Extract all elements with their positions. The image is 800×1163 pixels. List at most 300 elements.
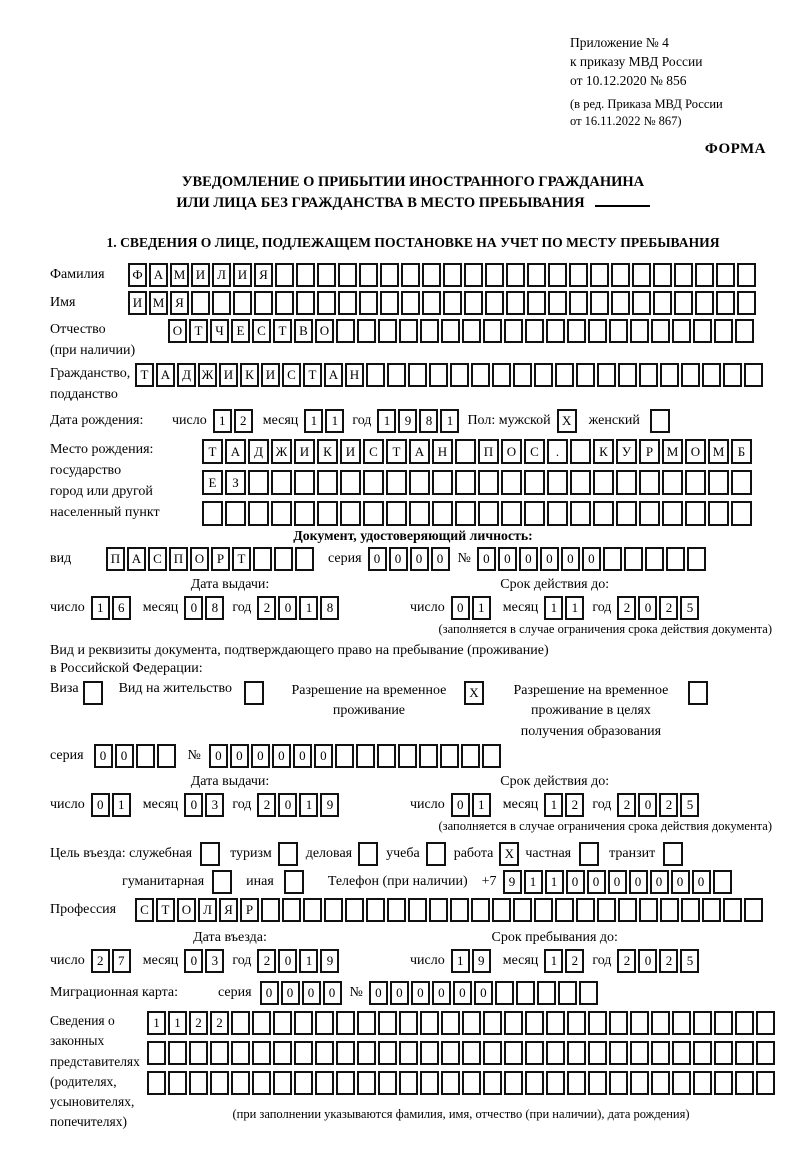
- char-box[interactable]: [611, 291, 630, 315]
- char-box[interactable]: [210, 1041, 229, 1065]
- char-box[interactable]: [399, 319, 418, 343]
- char-box[interactable]: 1: [325, 409, 344, 433]
- char-box[interactable]: [335, 744, 354, 768]
- char-box[interactable]: [639, 501, 660, 526]
- char-box[interactable]: 9: [320, 949, 339, 973]
- char-box[interactable]: [662, 470, 683, 495]
- char-box[interactable]: 0: [692, 870, 711, 894]
- surname-boxes[interactable]: [128, 263, 756, 287]
- char-box[interactable]: [588, 1011, 607, 1035]
- char-box[interactable]: Е: [231, 319, 250, 343]
- char-box[interactable]: [157, 744, 176, 768]
- char-box[interactable]: [685, 501, 706, 526]
- char-box[interactable]: Б: [731, 439, 752, 464]
- char-box[interactable]: [419, 744, 438, 768]
- char-box[interactable]: Р: [211, 547, 230, 571]
- char-box[interactable]: [399, 1011, 418, 1035]
- char-box[interactable]: [271, 501, 292, 526]
- char-box[interactable]: 1: [545, 870, 564, 894]
- char-box[interactable]: [588, 1071, 607, 1095]
- char-box[interactable]: 8: [205, 596, 224, 620]
- char-box[interactable]: Я: [219, 898, 238, 922]
- char-box[interactable]: [570, 470, 591, 495]
- char-box[interactable]: [462, 1071, 481, 1095]
- profession-boxes[interactable]: [135, 898, 763, 922]
- char-box[interactable]: [455, 439, 476, 464]
- char-box[interactable]: [357, 1011, 376, 1035]
- char-box[interactable]: [534, 363, 553, 387]
- char-box[interactable]: [546, 319, 565, 343]
- char-box[interactable]: [513, 898, 532, 922]
- mig-series-boxes[interactable]: [260, 981, 342, 1005]
- char-box[interactable]: [450, 898, 469, 922]
- char-box[interactable]: 0: [451, 596, 470, 620]
- id-valid-day-boxes[interactable]: [451, 596, 491, 620]
- char-box[interactable]: 0: [389, 547, 408, 571]
- char-box[interactable]: [380, 291, 399, 315]
- char-box[interactable]: [252, 1011, 271, 1035]
- char-box[interactable]: [441, 319, 460, 343]
- char-box[interactable]: 1: [147, 1011, 166, 1035]
- char-box[interactable]: 1: [304, 409, 323, 433]
- stay-month-boxes[interactable]: [544, 949, 584, 973]
- char-box[interactable]: [189, 1041, 208, 1065]
- char-box[interactable]: И: [128, 291, 147, 315]
- char-box[interactable]: [248, 470, 269, 495]
- char-box[interactable]: [254, 291, 273, 315]
- char-box[interactable]: [296, 263, 315, 287]
- char-box[interactable]: [147, 1071, 166, 1095]
- char-box[interactable]: [590, 291, 609, 315]
- temp-permit-checkbox[interactable]: X: [464, 681, 484, 705]
- char-box[interactable]: 0: [638, 596, 657, 620]
- char-box[interactable]: М: [170, 263, 189, 287]
- char-box[interactable]: 9: [320, 793, 339, 817]
- char-box[interactable]: 2: [659, 949, 678, 973]
- char-box[interactable]: [317, 470, 338, 495]
- char-box[interactable]: [136, 744, 155, 768]
- char-box[interactable]: В: [294, 319, 313, 343]
- birthplace-row1-boxes[interactable]: [202, 439, 752, 464]
- char-box[interactable]: [593, 501, 614, 526]
- char-box[interactable]: [735, 1071, 754, 1095]
- char-box[interactable]: 1: [299, 949, 318, 973]
- char-box[interactable]: 0: [184, 793, 203, 817]
- char-box[interactable]: 6: [112, 596, 131, 620]
- char-box[interactable]: [527, 291, 546, 315]
- char-box[interactable]: [366, 363, 385, 387]
- char-box[interactable]: [315, 1041, 334, 1065]
- char-box[interactable]: 2: [257, 596, 276, 620]
- char-box[interactable]: [504, 1071, 523, 1095]
- char-box[interactable]: 0: [608, 870, 627, 894]
- char-box[interactable]: 0: [629, 870, 648, 894]
- char-box[interactable]: [409, 470, 430, 495]
- char-box[interactable]: [609, 1071, 628, 1095]
- char-box[interactable]: [597, 898, 616, 922]
- stay-year-boxes[interactable]: [617, 949, 699, 973]
- char-box[interactable]: [336, 1011, 355, 1035]
- char-box[interactable]: [651, 1041, 670, 1065]
- char-box[interactable]: [651, 1071, 670, 1095]
- char-box[interactable]: [441, 1041, 460, 1065]
- char-box[interactable]: 1: [112, 793, 131, 817]
- char-box[interactable]: М: [149, 291, 168, 315]
- char-box[interactable]: [555, 898, 574, 922]
- char-box[interactable]: [579, 981, 598, 1005]
- char-box[interactable]: М: [662, 439, 683, 464]
- char-box[interactable]: 3: [205, 793, 224, 817]
- char-box[interactable]: [731, 501, 752, 526]
- char-box[interactable]: [547, 470, 568, 495]
- char-box[interactable]: [632, 263, 651, 287]
- char-box[interactable]: А: [127, 547, 146, 571]
- char-box[interactable]: С: [135, 898, 154, 922]
- doc-series-boxes[interactable]: [368, 547, 450, 571]
- char-box[interactable]: [624, 547, 643, 571]
- char-box[interactable]: 0: [671, 870, 690, 894]
- char-box[interactable]: [455, 470, 476, 495]
- char-box[interactable]: 5: [680, 949, 699, 973]
- char-box[interactable]: Е: [202, 470, 223, 495]
- char-box[interactable]: Т: [386, 439, 407, 464]
- char-box[interactable]: [294, 1041, 313, 1065]
- char-box[interactable]: [191, 291, 210, 315]
- char-box[interactable]: О: [190, 547, 209, 571]
- char-box[interactable]: [483, 1041, 502, 1065]
- char-box[interactable]: 1: [91, 596, 110, 620]
- char-box[interactable]: [590, 263, 609, 287]
- char-box[interactable]: 2: [257, 949, 276, 973]
- legal-rep-row2-boxes[interactable]: [147, 1041, 775, 1065]
- char-box[interactable]: [440, 744, 459, 768]
- char-box[interactable]: [363, 470, 384, 495]
- char-box[interactable]: [461, 744, 480, 768]
- res-issue-day-boxes[interactable]: [91, 793, 131, 817]
- char-box[interactable]: 0: [474, 981, 493, 1005]
- char-box[interactable]: 2: [565, 793, 584, 817]
- char-box[interactable]: 0: [272, 744, 291, 768]
- char-box[interactable]: 0: [650, 870, 669, 894]
- purpose-ucheba-checkbox[interactable]: [426, 842, 446, 866]
- char-box[interactable]: [630, 1041, 649, 1065]
- char-box[interactable]: [737, 291, 756, 315]
- char-box[interactable]: 0: [314, 744, 333, 768]
- char-box[interactable]: 0: [278, 949, 297, 973]
- char-box[interactable]: [478, 470, 499, 495]
- char-box[interactable]: Т: [156, 898, 175, 922]
- char-box[interactable]: [576, 363, 595, 387]
- char-box[interactable]: А: [156, 363, 175, 387]
- char-box[interactable]: [471, 363, 490, 387]
- char-box[interactable]: [336, 319, 355, 343]
- char-box[interactable]: С: [148, 547, 167, 571]
- char-box[interactable]: 2: [659, 596, 678, 620]
- char-box[interactable]: [570, 501, 591, 526]
- char-box[interactable]: Я: [254, 263, 273, 287]
- char-box[interactable]: [408, 363, 427, 387]
- char-box[interactable]: [189, 1071, 208, 1095]
- phone-boxes[interactable]: [503, 870, 732, 894]
- char-box[interactable]: [340, 501, 361, 526]
- char-box[interactable]: [357, 1041, 376, 1065]
- char-box[interactable]: [231, 1011, 250, 1035]
- char-box[interactable]: [735, 1011, 754, 1035]
- char-box[interactable]: [616, 470, 637, 495]
- char-box[interactable]: [693, 1071, 712, 1095]
- char-box[interactable]: [432, 470, 453, 495]
- char-box[interactable]: 1: [213, 409, 232, 433]
- char-box[interactable]: [401, 263, 420, 287]
- char-box[interactable]: 1: [544, 793, 563, 817]
- char-box[interactable]: [714, 1071, 733, 1095]
- char-box[interactable]: [714, 1041, 733, 1065]
- char-box[interactable]: 0: [519, 547, 538, 571]
- char-box[interactable]: Ч: [210, 319, 229, 343]
- char-box[interactable]: [570, 439, 591, 464]
- char-box[interactable]: [713, 870, 732, 894]
- char-box[interactable]: [273, 1071, 292, 1095]
- birth-day-boxes[interactable]: [213, 409, 253, 433]
- char-box[interactable]: 2: [617, 596, 636, 620]
- char-box[interactable]: [504, 1041, 523, 1065]
- char-box[interactable]: Я: [170, 291, 189, 315]
- purpose-inaya-checkbox[interactable]: [284, 870, 304, 894]
- char-box[interactable]: [359, 291, 378, 315]
- char-box[interactable]: 7: [112, 949, 131, 973]
- female-checkbox[interactable]: [650, 409, 670, 433]
- char-box[interactable]: [275, 263, 294, 287]
- char-box[interactable]: [317, 263, 336, 287]
- char-box[interactable]: 2: [257, 793, 276, 817]
- char-box[interactable]: [420, 319, 439, 343]
- legal-rep-row1-boxes[interactable]: [147, 1011, 775, 1035]
- char-box[interactable]: [422, 291, 441, 315]
- char-box[interactable]: [714, 319, 733, 343]
- char-box[interactable]: [336, 1041, 355, 1065]
- char-box[interactable]: [525, 1011, 544, 1035]
- char-box[interactable]: [386, 470, 407, 495]
- char-box[interactable]: 1: [451, 949, 470, 973]
- char-box[interactable]: [576, 898, 595, 922]
- char-box[interactable]: [588, 319, 607, 343]
- char-box[interactable]: 9: [503, 870, 522, 894]
- char-box[interactable]: [273, 1011, 292, 1035]
- doc-kind-boxes[interactable]: [106, 547, 314, 571]
- char-box[interactable]: [666, 547, 685, 571]
- char-box[interactable]: [464, 263, 483, 287]
- char-box[interactable]: 1: [299, 793, 318, 817]
- residence-permit-checkbox[interactable]: [244, 681, 264, 705]
- char-box[interactable]: [422, 263, 441, 287]
- id-issue-day-boxes[interactable]: [91, 596, 131, 620]
- char-box[interactable]: [317, 291, 336, 315]
- char-box[interactable]: [611, 263, 630, 287]
- char-box[interactable]: [363, 501, 384, 526]
- birthplace-row2-boxes[interactable]: [202, 470, 752, 495]
- char-box[interactable]: Т: [189, 319, 208, 343]
- char-box[interactable]: [735, 319, 754, 343]
- char-box[interactable]: 2: [617, 949, 636, 973]
- char-box[interactable]: [651, 319, 670, 343]
- char-box[interactable]: П: [169, 547, 188, 571]
- char-box[interactable]: [399, 1071, 418, 1095]
- patronymic-boxes[interactable]: [168, 319, 754, 343]
- char-box[interactable]: [345, 898, 364, 922]
- char-box[interactable]: [294, 470, 315, 495]
- char-box[interactable]: [462, 319, 481, 343]
- char-box[interactable]: [378, 1011, 397, 1035]
- char-box[interactable]: И: [340, 439, 361, 464]
- char-box[interactable]: Д: [177, 363, 196, 387]
- char-box[interactable]: [462, 1041, 481, 1065]
- char-box[interactable]: [744, 363, 763, 387]
- char-box[interactable]: [504, 1011, 523, 1035]
- char-box[interactable]: [653, 291, 672, 315]
- char-box[interactable]: [525, 1071, 544, 1095]
- char-box[interactable]: [202, 501, 223, 526]
- char-box[interactable]: [443, 291, 462, 315]
- char-box[interactable]: 5: [680, 793, 699, 817]
- char-box[interactable]: [555, 363, 574, 387]
- char-box[interactable]: [504, 319, 523, 343]
- char-box[interactable]: [525, 319, 544, 343]
- purpose-delovaya-checkbox[interactable]: [358, 842, 378, 866]
- char-box[interactable]: [616, 501, 637, 526]
- char-box[interactable]: [274, 547, 293, 571]
- char-box[interactable]: 9: [472, 949, 491, 973]
- char-box[interactable]: [513, 363, 532, 387]
- char-box[interactable]: [527, 263, 546, 287]
- char-box[interactable]: [483, 1011, 502, 1035]
- purpose-chastnaya-checkbox[interactable]: [579, 842, 599, 866]
- char-box[interactable]: [443, 263, 462, 287]
- char-box[interactable]: И: [219, 363, 238, 387]
- char-box[interactable]: О: [685, 439, 706, 464]
- name-boxes[interactable]: [128, 291, 756, 315]
- char-box[interactable]: [537, 981, 556, 1005]
- birth-month-boxes[interactable]: [304, 409, 344, 433]
- char-box[interactable]: А: [225, 439, 246, 464]
- char-box[interactable]: [252, 1041, 271, 1065]
- legal-rep-row3-boxes[interactable]: [147, 1071, 775, 1095]
- res-number-boxes[interactable]: [209, 744, 501, 768]
- char-box[interactable]: 0: [94, 744, 113, 768]
- char-box[interactable]: [294, 1071, 313, 1095]
- char-box[interactable]: 9: [398, 409, 417, 433]
- char-box[interactable]: Н: [432, 439, 453, 464]
- char-box[interactable]: 2: [91, 949, 110, 973]
- char-box[interactable]: [420, 1071, 439, 1095]
- char-box[interactable]: [693, 319, 712, 343]
- char-box[interactable]: 0: [431, 547, 450, 571]
- char-box[interactable]: С: [282, 363, 301, 387]
- char-box[interactable]: У: [616, 439, 637, 464]
- char-box[interactable]: [401, 291, 420, 315]
- char-box[interactable]: О: [168, 319, 187, 343]
- char-box[interactable]: [639, 470, 660, 495]
- char-box[interactable]: [303, 898, 322, 922]
- char-box[interactable]: [524, 501, 545, 526]
- char-box[interactable]: [603, 547, 622, 571]
- char-box[interactable]: [735, 1041, 754, 1065]
- char-box[interactable]: [485, 263, 504, 287]
- char-box[interactable]: 3: [205, 949, 224, 973]
- char-box[interactable]: 0: [91, 793, 110, 817]
- char-box[interactable]: [464, 291, 483, 315]
- char-box[interactable]: [567, 1011, 586, 1035]
- char-box[interactable]: 0: [498, 547, 517, 571]
- char-box[interactable]: [386, 501, 407, 526]
- char-box[interactable]: [702, 363, 721, 387]
- char-box[interactable]: 8: [320, 596, 339, 620]
- char-box[interactable]: [429, 898, 448, 922]
- char-box[interactable]: [660, 898, 679, 922]
- char-box[interactable]: 1: [168, 1011, 187, 1035]
- stay-day-boxes[interactable]: [451, 949, 491, 973]
- char-box[interactable]: К: [240, 363, 259, 387]
- char-box[interactable]: 1: [544, 949, 563, 973]
- char-box[interactable]: [716, 263, 735, 287]
- char-box[interactable]: Д: [248, 439, 269, 464]
- char-box[interactable]: [744, 898, 763, 922]
- char-box[interactable]: 2: [565, 949, 584, 973]
- char-box[interactable]: [567, 319, 586, 343]
- char-box[interactable]: 0: [369, 981, 388, 1005]
- char-box[interactable]: 0: [293, 744, 312, 768]
- char-box[interactable]: 0: [540, 547, 559, 571]
- doc-number-boxes[interactable]: [477, 547, 706, 571]
- char-box[interactable]: 1: [440, 409, 459, 433]
- char-box[interactable]: О: [501, 439, 522, 464]
- char-box[interactable]: [630, 1071, 649, 1095]
- char-box[interactable]: 0: [278, 793, 297, 817]
- char-box[interactable]: [714, 1011, 733, 1035]
- char-box[interactable]: [693, 1011, 712, 1035]
- char-box[interactable]: [252, 1071, 271, 1095]
- char-box[interactable]: [548, 263, 567, 287]
- char-box[interactable]: [506, 291, 525, 315]
- char-box[interactable]: 0: [411, 981, 430, 1005]
- char-box[interactable]: [492, 898, 511, 922]
- char-box[interactable]: 0: [184, 949, 203, 973]
- char-box[interactable]: Р: [240, 898, 259, 922]
- char-box[interactable]: [672, 319, 691, 343]
- char-box[interactable]: 0: [410, 547, 429, 571]
- char-box[interactable]: 2: [210, 1011, 229, 1035]
- char-box[interactable]: [282, 898, 301, 922]
- char-box[interactable]: [366, 898, 385, 922]
- char-box[interactable]: [609, 1041, 628, 1065]
- char-box[interactable]: [567, 1071, 586, 1095]
- char-box[interactable]: [516, 981, 535, 1005]
- res-issue-year-boxes[interactable]: [257, 793, 339, 817]
- char-box[interactable]: [569, 263, 588, 287]
- char-box[interactable]: 0: [451, 793, 470, 817]
- char-box[interactable]: [567, 1041, 586, 1065]
- char-box[interactable]: Т: [232, 547, 251, 571]
- char-box[interactable]: И: [261, 363, 280, 387]
- char-box[interactable]: [357, 319, 376, 343]
- res-series-boxes[interactable]: [94, 744, 176, 768]
- char-box[interactable]: [630, 319, 649, 343]
- id-issue-month-boxes[interactable]: [184, 596, 224, 620]
- char-box[interactable]: С: [524, 439, 545, 464]
- char-box[interactable]: [525, 1041, 544, 1065]
- char-box[interactable]: А: [149, 263, 168, 287]
- char-box[interactable]: [546, 1071, 565, 1095]
- char-box[interactable]: Т: [202, 439, 223, 464]
